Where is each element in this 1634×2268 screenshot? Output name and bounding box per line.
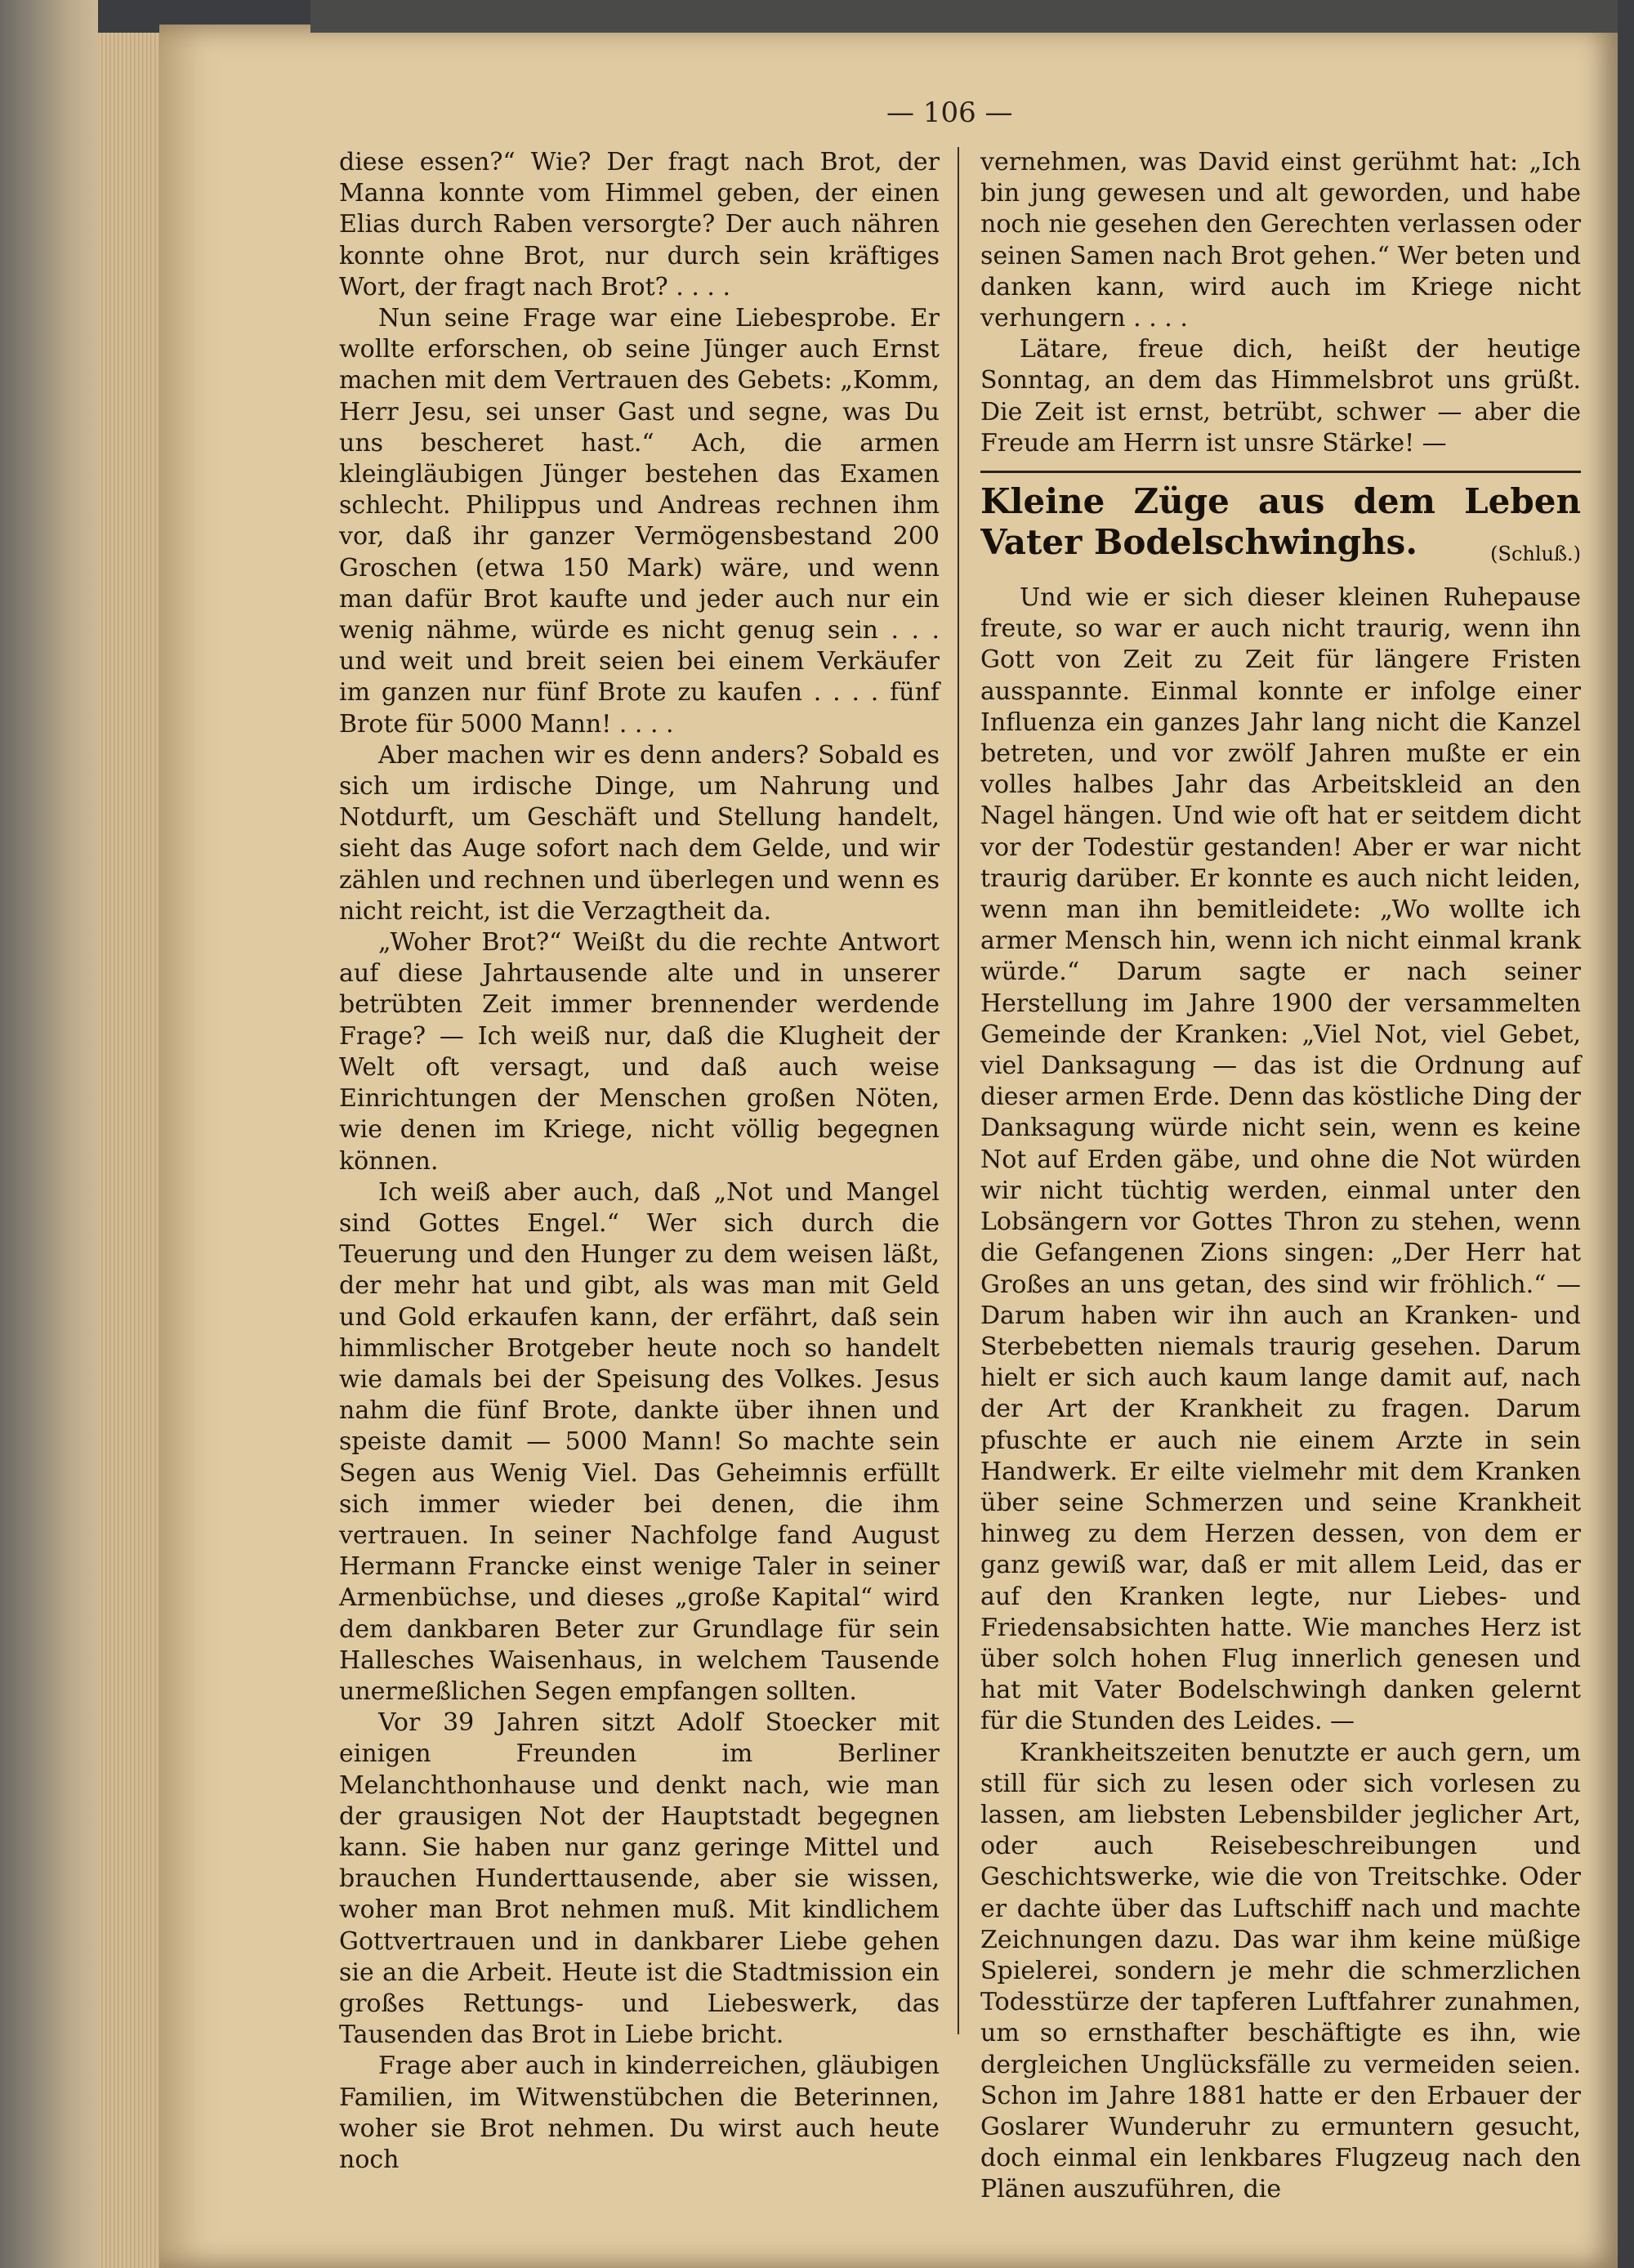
page-number: — 106 —: [886, 96, 1013, 129]
paragraph: Ich weiß aber auch, daß „Not und Mangel sind Gottes Engel.“ Wer sich durch die Teuerung und den Hunger zu dem weisen läßt, der mehr hat und gibt, als was man mit Geld und Gold erkaufen kann, der erfährt, daß sein himmlischer Brotgeber heute noch so handelt wie damals bei der Speisung des Volkes. Jesus nahm die fünf Brote, dankte über ihnen und speiste damit — 5000 Mann! So machte sein Segen aus Wenig Viel. Das Geheimnis erfüllt sich immer wieder bei denen, die ihm vertrauen. In seiner Nachfolge fand August Hermann Francke einst wenige Taler in seiner Armenbüchse, und dieses „große Kapital“ wird dem dankbaren Beter zur Grundlage für sein Hallesches Waisenhaus, in welchem Tausende unermeßlichen Segen empfangen sollten.: [339, 1177, 940, 1706]
paragraph: Vor 39 Jahren sitzt Adolf Stoecker mit einigen Freunden im Berliner Melanchthonhause und denkt nach, wie man der grausigen Not der Hauptstadt begegnen kann. Sie haben nur ganz geringe Mittel und brauchen Hunderttausende, aber sie wissen, woher man Brot nehmen muß. Mit kindlichem Gottvertrauen und in dankbarer Liebe gehen sie an die Arbeit. Heute ist die Stadtmission ein großes Rettungs- und Liebeswerk, das Tausenden das Brot in Liebe bricht.: [339, 1708, 940, 2050]
paragraph: Aber machen wir es denn anders? Sobald es sich um irdische Dinge, um Nahrung und Notdurft, um Geschäft und Stellung handelt, sieht das Auge sofort nach dem Gelde, und wir zählen und rechnen und überlegen und wenn es nicht reicht, ist die Verzagtheit da.: [339, 740, 940, 926]
paragraph: diese essen?“ Wie? Der fragt nach Brot, der Manna konnte vom Himmel geben, der einen Elias durch Raben versorgte? Der auch nähren konnte ohne Brot, nur durch sein kräftiges Wort, der fragt nach Brot? . . . .: [339, 148, 940, 301]
paragraph: vernehmen, was David einst gerühmt hat: „Ich bin jung gewesen und alt geworden, und habe noch nie gesehen den Gerechten verlassen oder seinen Samen nach Brot gehen.“ Wer beten und danken kann, wird auch im Kriege nicht verhungern . . . .: [980, 148, 1581, 333]
paragraph: Krankheitszeiten benutzte er auch gern, um still für sich zu lesen oder sich vorlesen zu lassen, am liebsten Lebensbilder jeglicher Art, oder auch Reisebeschreibungen und Geschichtswerke, wie die von Treitschke. Oder er dachte über das Luftschiff nach und machte Zeichnungen dazu. Das war ihm keine müßige Spielerei, sondern je mehr die schmerzlichen Todesstürze der tapferen Luftfahrer zunahmen, um so ernsthafter beschäftigte es ihn, wie dergleichen Unglücksfälle zu vermeiden seien. Schon im Jahre 1881 hatte er den Erbauer der Goslarer Wunderuhr zu ermuntern gesucht, doch einmal ein lenkbares Flugzeug nach den Plänen auszuführen, die: [980, 1738, 1581, 2204]
heading-rule: [980, 471, 1581, 473]
paragraph: Nun seine Frage war eine Liebesprobe. Er wollte erforschen, ob seine Jünger auch Ernst machen mit dem Vertrauen des Gebets: „Komm, Herr Jesu, sei unser Gast und segne, was Du uns bescheret hast.“ Ach, die armen kleingläubigen Jünger bestehen das Examen schlecht. Philippus und Andreas rechnen ihm vor, daß ihr ganzer Vermögensbestand 200 Groschen (etwa 150 Mark) wäre, und wenn man dafür Brot kaufte und jeder auch nur ein wenig nähme, würde es nicht genug sein . . . und weit und breit seien bei einem Verkäufer im ganzen nur fünf Brote zu kaufen . . . . fünf Brote für 5000 Mann! . . . .: [339, 304, 940, 739]
right-column: [980, 147, 1581, 2206]
article-heading-text: Kleine Züge aus dem Leben Vater Bodelschwinghs.: [980, 481, 1581, 563]
article-heading-block: [980, 481, 1581, 574]
left-column: [339, 147, 940, 2176]
paragraph: Und wie er sich dieser kleinen Ruhepause freute, so war er auch nicht traurig, wenn ihn Gott von Zeit zu Zeit für längere Fristen ausspannte. Einmal konnte er infolge einer Influenza ein ganzes Jahr lang nicht die Kanzel betreten, und vor zwölf Jahren mußte er ein volles halbes Jahr das Arbeitskleid an den Nagel hängen. Und wie oft hat er seitdem dicht vor der Todestür gestanden! Aber er war nicht traurig darüber. Er konnte es auch nicht leiden, wenn man ihn bemitleidete: „Wo wollte ich armer Mensch hin, wenn ich nicht einmal krank würde.“ Darum sagte er nach seiner Herstellung im Jahre 1900 der versammelten Gemeinde der Kranken: „Viel Not, viel Gebet, viel Danksagung — das ist die Ordnung auf dieser armen Erde. Denn das köstliche Ding der Danksagung würde nicht sein, wenn es keine Not auf Erden gäbe, und ohne die Not würden wir nicht tüchtig werden, einmal unter den Lobsängern vor Gottes Thron zu stehen, wenn die Gefangenen Zions singen: „Der Herr hat Großes an uns getan, des sind wir fröhlich.“ — Darum haben wir ihn auch an Kranken- und Sterbebetten niemals traurig gesehen. Darum hielt er sich auch kaum lange damit auf, nach der Art der Krankheit zu fragen. Darum pfuschte er auch nie einem Arzte in sein Handwerk. Er eilte vielmehr mit dem Kranken über seine Schmerzen und seine Krankheit hinweg zu dem Herzen dessen, von dem er ganz gewiß war, daß er mit allem Leid, das er auf den Kranken legte, nur Liebes- und Friedensabsichten hatte. Wie manches Herz ist über solch hohen Flug innerlich genesen und hat mit Vater Bodelschwingh danken gelernt für die Stunden des Leides. —: [980, 583, 1581, 1736]
page-edges: [98, 33, 163, 2268]
paragraph: „Woher Brot?“ Weißt du die rechte Antwort auf diese Jahrtausende alte und in unserer betrübten Zeit immer brennender werdende Frage? — Ich weiß nur, daß die Klugheit der Welt oft versagt, und daß auch weise Einrichtungen der Menschen großen Nöten, wie denen im Kriege, nicht völlig begegnen können.: [339, 928, 940, 1176]
paragraph: Frage aber auch in kinderreichen, gläubigen Familien, im Witwenstübchen die Beterinnen, woher sie Brot nehmen. Du wirst auch heute noch: [339, 2051, 940, 2174]
book-binding: [0, 0, 98, 2268]
article-heading-suffix: (Schluß.): [1490, 542, 1581, 566]
column-divider: [958, 147, 959, 2034]
paragraph: Lätare, freue dich, heißt der heutige Sonntag, an dem das Himmelsbrot uns grüßt. Die Zeit ist ernst, betrübt, schwer — aber die Freude am Herrn ist unsre Stärke! —: [980, 335, 1581, 458]
article-heading: [980, 481, 1581, 566]
top-tape: [310, 0, 1618, 33]
